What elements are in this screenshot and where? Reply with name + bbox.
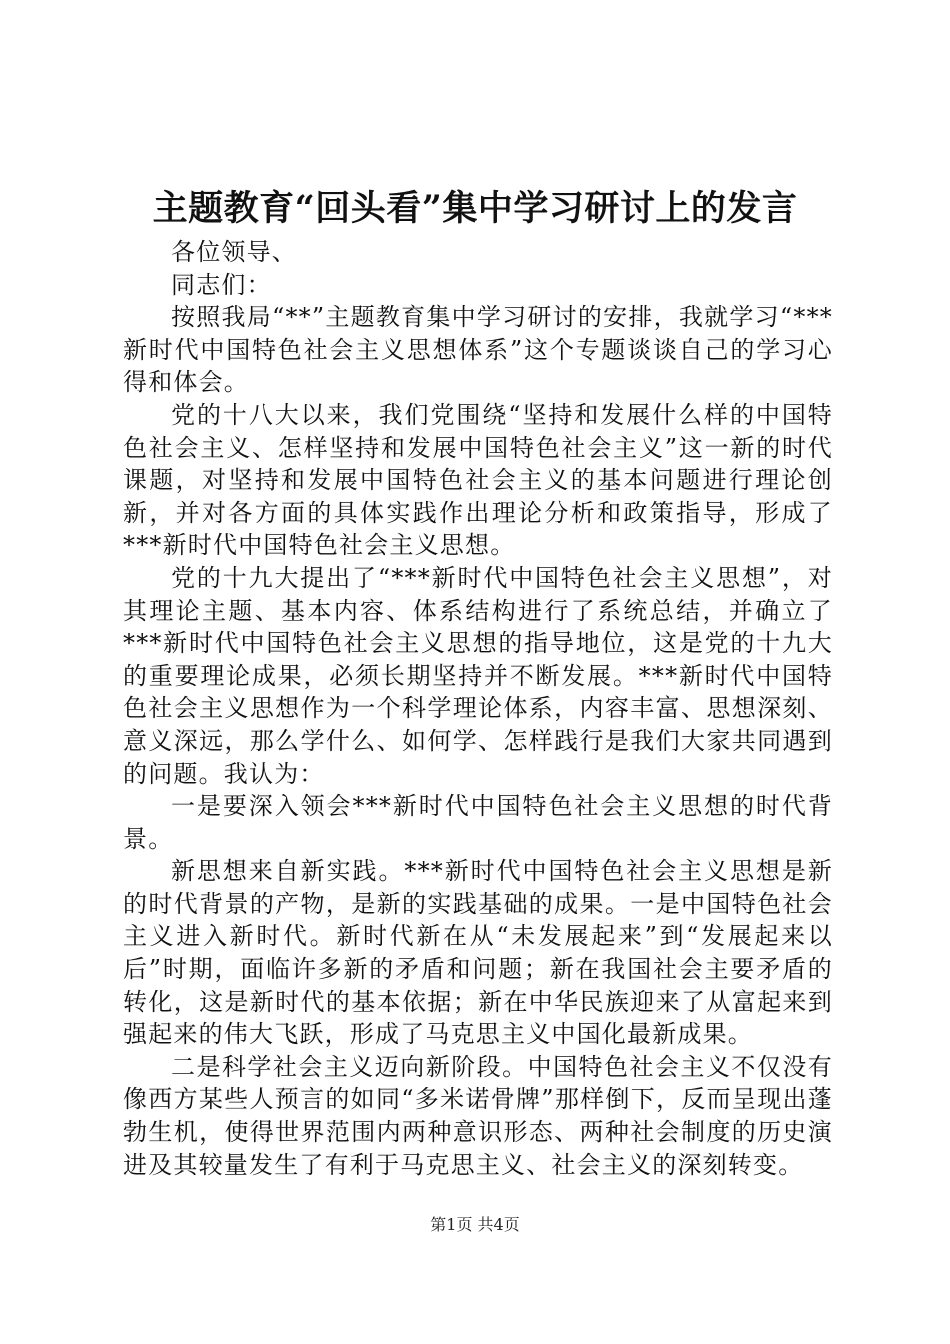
document-title: 主题教育“回头看”集中学习研讨上的发言	[152, 188, 798, 229]
salutation-comrades: 同志们：	[171, 270, 272, 299]
page-number-footer: 第1页 共4页	[430, 1215, 520, 1234]
paragraph-point-one: 一是要深入领会***新时代中国特色社会主义思想的时代背景。	[123, 792, 833, 853]
paragraph-new-practice: 新思想来自新实践。***新时代中国特色社会主义思想是新的时代背景的产物，是新的实践基础的成果。一是中国特色社会主义进入新时代。新时代新在从“未发展起来”到“发展起来以后”时期，面临许多新的矛盾和问题；新在我国社会主要矛盾的转化，这是新时代的基本依据；新在中华民族迎来了从富起来到强起来的伟大飞跃，形成了马克思主义中国化最新成果。	[123, 857, 833, 1049]
paragraph-18th-congress: 党的十八大以来，我们党围绕“坚持和发展什么样的中国特色社会主义、怎样坚持和发展中国特色社会主义”这一新的时代课题，对坚持和发展中国特色社会主义的基本问题进行理论创新，并对各方面的具体实践作出理论分析和政策指导，形成了***新时代中国特色社会主义思想。	[123, 400, 833, 560]
document-body	[123, 236, 833, 1181]
paragraph-point-two: 二是科学社会主义迈向新阶段。中国特色社会主义不仅没有像西方某些人预言的如同“多米诺骨牌”那样倒下，反而呈现出蓬勃生机，使得世界范围内两种意识形态、两种社会制度的历史演进及其较量发生了有利于马克思主义、社会主义的深刻转变。	[123, 1052, 833, 1179]
salutation-leaders: 各位领导、	[171, 238, 297, 266]
paragraph-19th-congress: 党的十九大提出了“***新时代中国特色社会主义思想”，对其理论主题、基本内容、体系结构进行了系统总结，并确立了***新时代中国特色社会主义思想的指导地位，这是党的十九大的重要理论成果，必须长期坚持并不断发展。***新时代中国特色社会主义思想作为一个科学理论体系，内容丰富、思想深刻、意义深远，那么学什么、如何学、怎样践行是我们大家共同遇到的问题。我认为：	[123, 563, 833, 788]
paragraph-intro: 按照我局“**”主题教育集中学习研讨的安排，我就学习“***新时代中国特色社会主义思想体系”这个专题谈谈自己的学习心得和体会。	[123, 303, 833, 397]
